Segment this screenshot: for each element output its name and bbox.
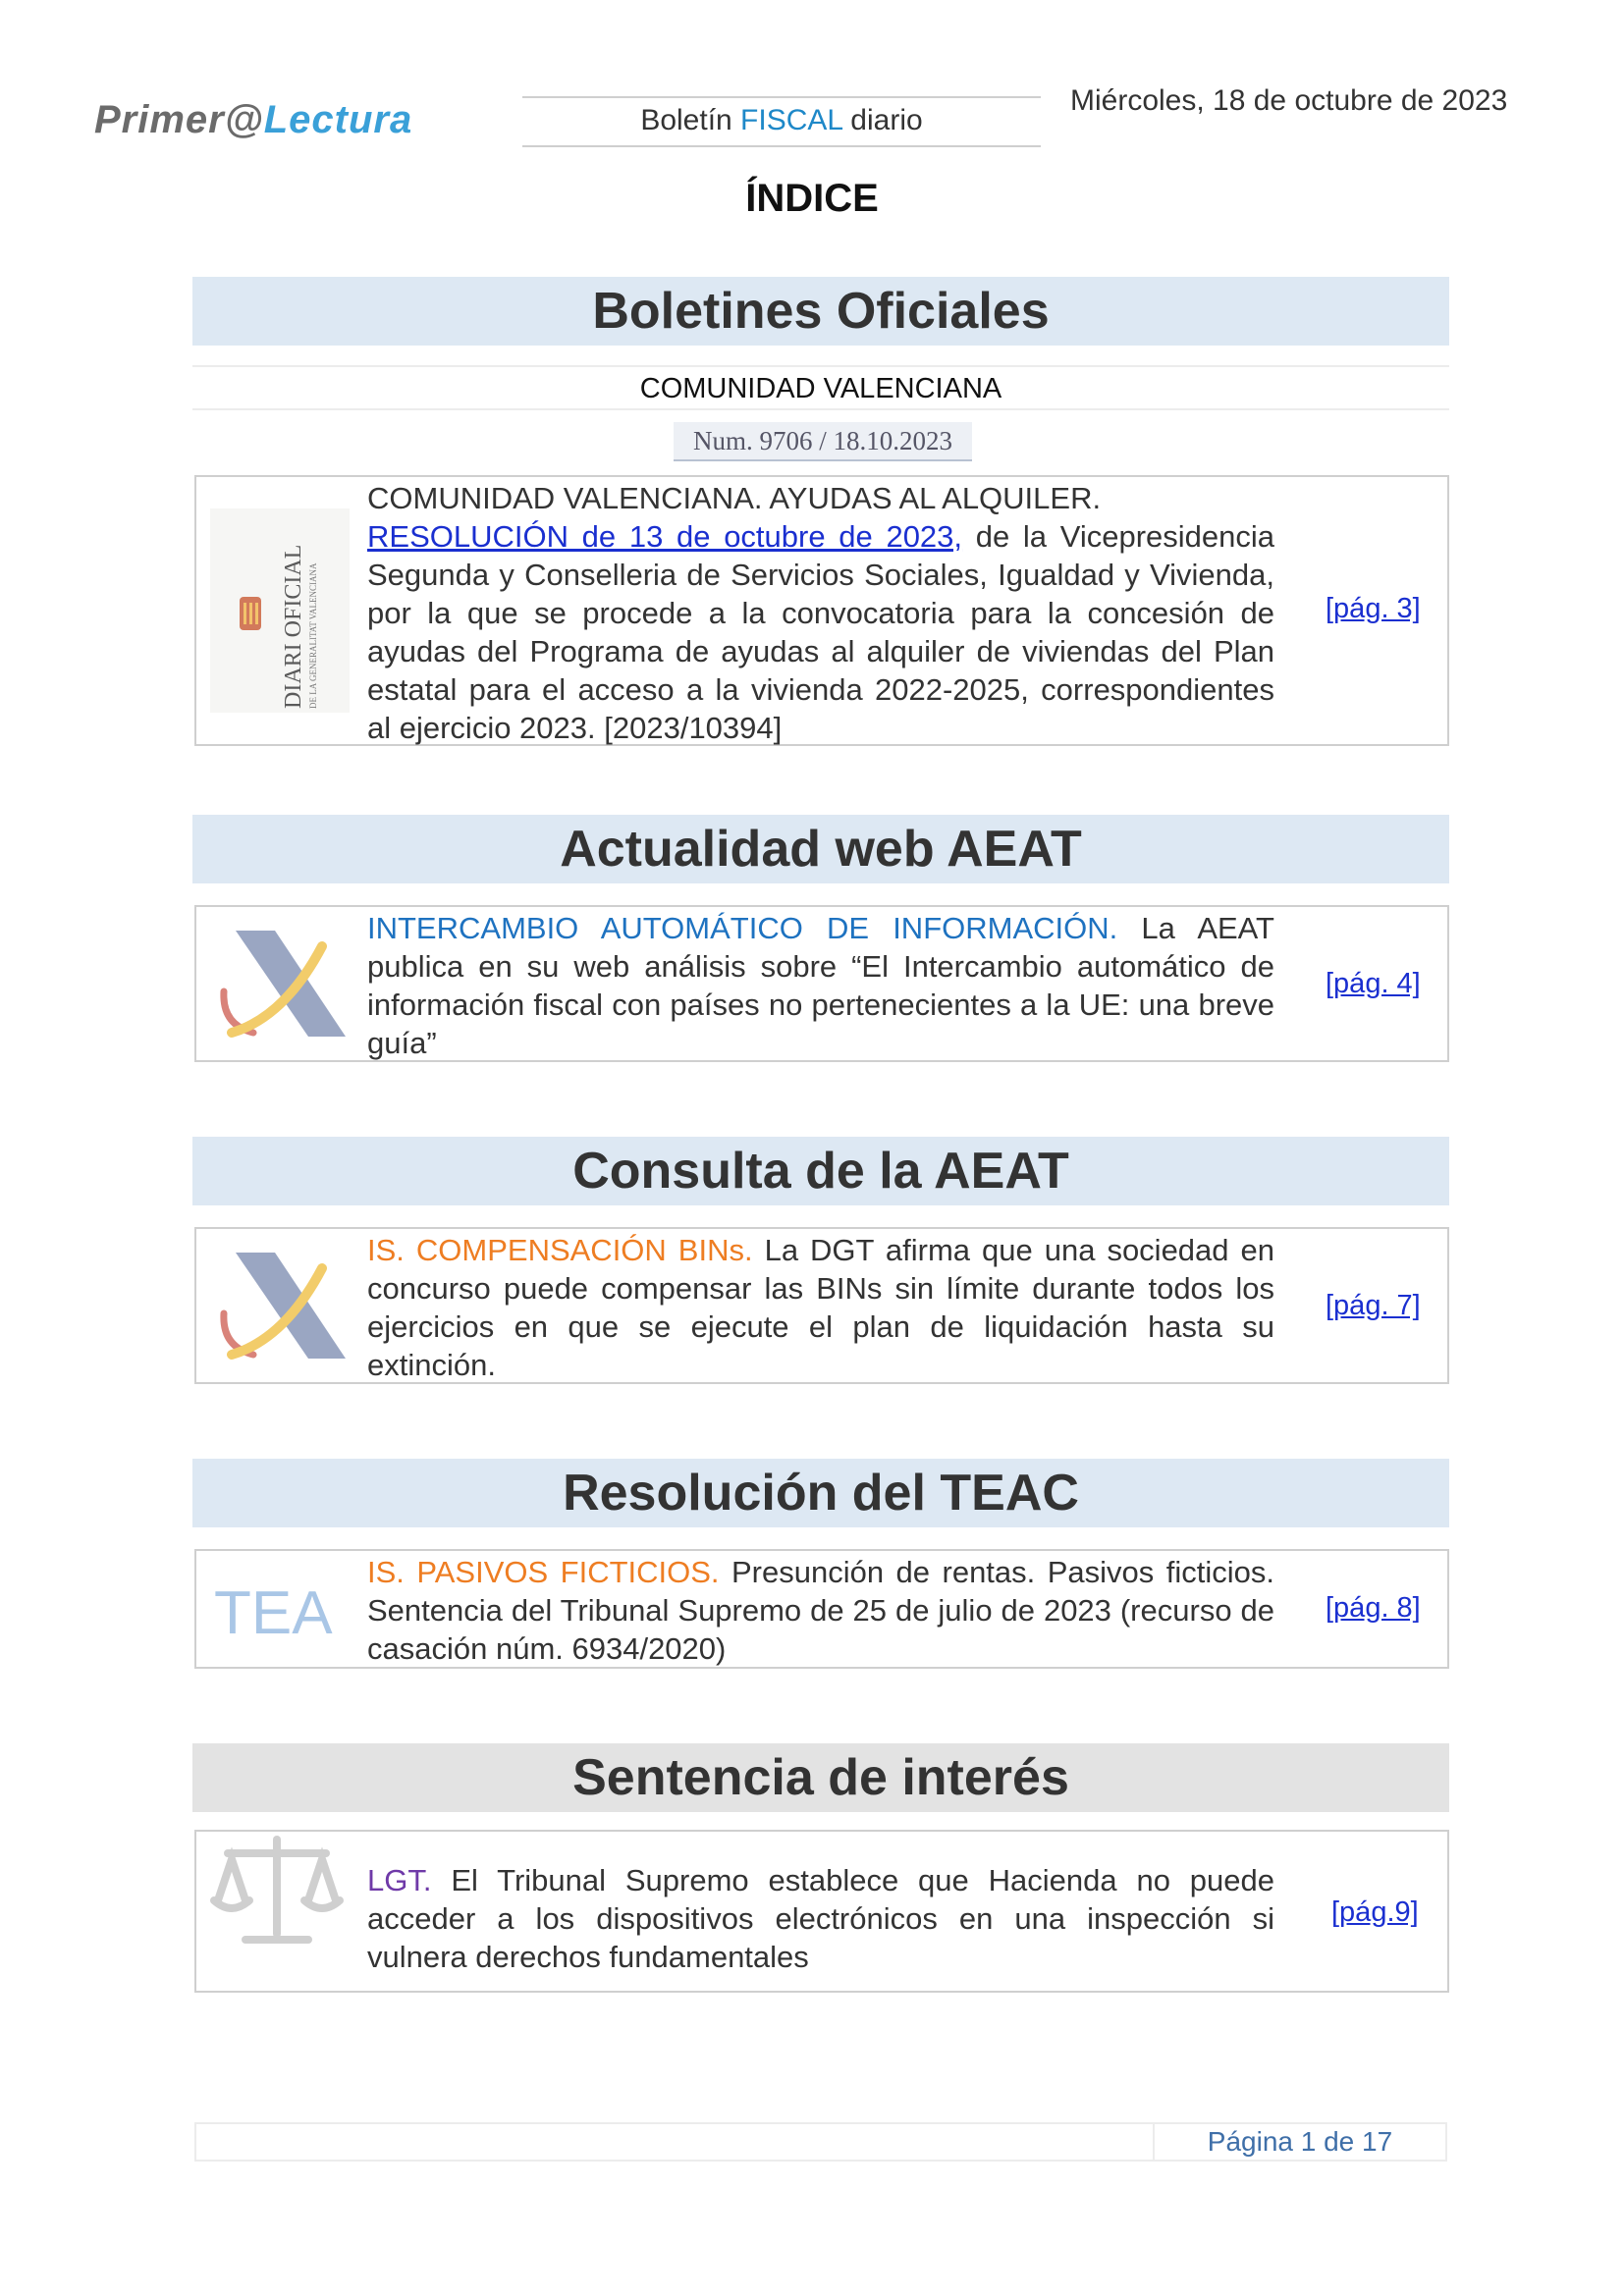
entry-text [367,909,1274,1062]
entry-lead: LGT. [367,1863,432,1897]
section-banner-boletines: Boletines Oficiales [192,277,1449,346]
brand-logo [94,98,412,142]
aeat-logo-icon [206,927,353,1042]
scales-of-justice-icon [206,1832,353,1948]
entry-aeat-web [194,905,1449,1062]
entry-boletines [194,475,1449,746]
section-banner-sentencia: Sentencia de interés [192,1743,1449,1812]
entry-teac [194,1549,1449,1669]
page-ref-link[interactable]: [pág.9] [1331,1896,1419,1928]
entry-lead: COMUNIDAD VALENCIANA. AYUDAS AL ALQUILER. [367,481,1102,515]
region-heading: COMUNIDAD VALENCIANA [192,365,1449,410]
logo-part-primer: Primer@ [94,98,264,141]
page-ref-link[interactable]: [pág. 4] [1326,968,1421,999]
entry-sentencia [194,1830,1449,1993]
entry-lead: IS. PASIVOS FICTICIOS. [367,1555,720,1589]
page-footer [194,2122,1447,2162]
publication-date: Miércoles, 18 de octubre de 2023 [1070,84,1508,117]
entry-text [367,479,1274,747]
bulletin-prefix: Boletín [640,104,741,136]
entry-text [367,1553,1274,1668]
entry-body: El Tribunal Supremo establece que Hacienda no puede acceder a los dispositivos electrónicos en una inspección si vulnera derechos fundamentales [367,1863,1274,1974]
page-ref-link[interactable]: [pág. 8] [1326,1592,1421,1624]
tea-logo-icon [206,1569,353,1651]
bulletin-suffix: diario [841,104,923,136]
logo-text-generalitat: DE LA GENERALITAT VALENCIANA [308,562,318,709]
section-banner-aeat-web: Actualidad web AEAT [192,815,1449,883]
entry-text [367,1861,1274,1976]
index-title: ÍNDICE [745,177,879,220]
bulletin-title [522,96,1041,147]
entry-body: La AEAT publica en su web análisis sobre “El Intercambio automático de información fiscal con países no pertenecientes a la UE: una breve guía” [367,911,1274,1060]
issue-number: Num. 9706 / 18.10.2023 [674,422,972,461]
logo-text-diari: DIARI OFICIAL [281,544,306,709]
entry-text [367,1231,1274,1384]
logo-part-lectura: Lectura [263,98,413,141]
section-banner-teac: Resolución del TEAC [192,1459,1449,1527]
page-ref-link[interactable]: [pág. 7] [1326,1290,1421,1321]
entry-lead: IS. COMPENSACIÓN BINs. [367,1233,753,1267]
entry-body: de la Vicepresidencia Segunda y Conselleria de Servicios Sociales, Igualdad y Vivienda, por la que se procede a la convocatoria para la concesión de ayudas del Programa de ayudas al alquiler de viviendas del Plan estatal para el acceso a la vivienda 2022-2025, correspondientes al ejercicio 2023. [2023/10394] [367,519,1274,745]
page-ref-link[interactable]: [pág. 3] [1326,593,1421,624]
entry-body: La DGT afirma que una sociedad en concurso puede compensar las BINs sin límite durante todos los ejercicios en que se ejecute el plan de liquidación hasta su extinción. [367,1233,1274,1382]
bulletin-highlight: FISCAL [740,104,842,136]
resolucion-link[interactable]: RESOLUCIÓN de 13 de octubre de 2023, [367,519,963,554]
logo-text-tea: TEA [214,1579,333,1647]
section-banner-consulta: Consulta de la AEAT [192,1137,1449,1205]
diari-oficial-logo-icon [206,503,353,719]
entry-consulta [194,1227,1449,1384]
page-number: Página 1 de 17 [1207,2126,1393,2157]
aeat-logo-icon [206,1249,353,1364]
entry-body: Presunción de rentas. Pasivos ficticios. Sentencia del Tribunal Supremo de 25 de julio de 2023 (recurso de casación núm. 6934/2020) [367,1555,1274,1666]
entry-lead: INTERCAMBIO AUTOMÁTICO DE INFORMACIÓN. [367,911,1118,945]
